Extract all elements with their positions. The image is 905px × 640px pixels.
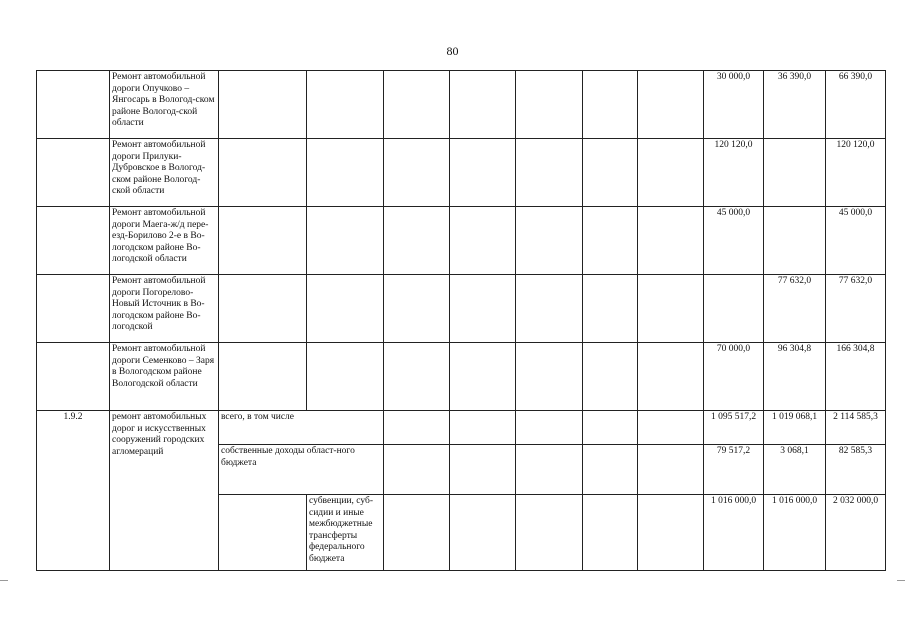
value-cell-1: 1 095 517,2 (704, 411, 764, 445)
empty-cell (516, 71, 583, 139)
value-cell-2: 1 016 000,0 (764, 495, 826, 571)
empty-cell (516, 445, 583, 495)
empty-cell (516, 411, 583, 445)
total-cell: 120 120,0 (826, 139, 886, 207)
table-row (37, 71, 886, 139)
table-row (37, 343, 886, 411)
empty-cell (450, 411, 516, 445)
row-code (37, 207, 110, 275)
value-cell-1: 70 000,0 (704, 343, 764, 411)
row-source (219, 71, 307, 139)
empty-cell (516, 139, 583, 207)
total-cell: 82 585,3 (826, 445, 886, 495)
empty-cell (516, 343, 583, 411)
empty-cell (638, 71, 704, 139)
value-cell-1: 1 016 000,0 (704, 495, 764, 571)
empty-cell (384, 445, 450, 495)
item-code: 1.9.2 (37, 411, 110, 571)
row-code (37, 139, 110, 207)
empty-cell (450, 445, 516, 495)
empty-cell (307, 139, 384, 207)
total-cell: 77 632,0 (826, 275, 886, 343)
empty-cell (638, 207, 704, 275)
empty-cell (638, 495, 704, 571)
empty-cell (384, 207, 450, 275)
row-source (219, 343, 307, 411)
value-cell-2 (764, 207, 826, 275)
empty-cell (450, 139, 516, 207)
table-row (37, 411, 886, 445)
value-cell-1: 45 000,0 (704, 207, 764, 275)
empty-cell (583, 71, 638, 139)
row-source (219, 207, 307, 275)
row-name: Ремонт автомобильной дороги Опучково – Янгосарь в Вологод-ском районе Вологод-ской области (110, 71, 219, 139)
empty-cell (583, 411, 638, 445)
empty-cell (219, 495, 307, 571)
table-row (37, 207, 886, 275)
empty-cell (638, 343, 704, 411)
empty-cell (450, 343, 516, 411)
empty-cell (583, 445, 638, 495)
funding-source: собственные доходы област-ного бюджета (219, 445, 384, 495)
empty-cell (450, 71, 516, 139)
total-cell: 2 032 000,0 (826, 495, 886, 571)
empty-cell (384, 495, 450, 571)
row-source (219, 139, 307, 207)
row-name: Ремонт автомобильной дороги Прилуки-Дубровское в Вологод-ском районе Вологод-ской области (110, 139, 219, 207)
row-name: Ремонт автомобильной дороги Семенково – Заря в Вологодском районе Вологодской области (110, 343, 219, 411)
item-name: ремонт автомобильных дорог и искусственных сооружений городских агломераций (110, 411, 219, 571)
scan-edge-mark (0, 580, 8, 581)
table-row (37, 139, 886, 207)
empty-cell (450, 275, 516, 343)
empty-cell (307, 71, 384, 139)
empty-cell (638, 275, 704, 343)
total-cell: 166 304,8 (826, 343, 886, 411)
value-cell-1 (704, 275, 764, 343)
empty-cell (583, 343, 638, 411)
empty-cell (384, 411, 450, 445)
total-cell: 45 000,0 (826, 207, 886, 275)
empty-cell (583, 495, 638, 571)
funding-source: субвенции, суб-сидии и иные межбюджетные трансферты федерального бюджета (307, 495, 384, 571)
empty-cell (583, 139, 638, 207)
value-cell-1: 30 000,0 (704, 71, 764, 139)
value-cell-2: 36 390,0 (764, 71, 826, 139)
empty-cell (384, 139, 450, 207)
empty-cell (516, 275, 583, 343)
row-name: Ремонт автомобильной дороги Маега-ж/д пере-езд-Борилово 2-е в Во-логодском районе Во-логодской области (110, 207, 219, 275)
total-cell: 66 390,0 (826, 71, 886, 139)
value-cell-2: 3 068,1 (764, 445, 826, 495)
empty-cell (384, 275, 450, 343)
empty-cell (450, 495, 516, 571)
page-number: 80 (446, 44, 459, 58)
empty-cell (583, 207, 638, 275)
empty-cell (307, 275, 384, 343)
empty-cell (307, 207, 384, 275)
empty-cell (638, 139, 704, 207)
funding-source: всего, в том числе (219, 411, 384, 445)
value-cell-2: 1 019 068,1 (764, 411, 826, 445)
row-code (37, 343, 110, 411)
empty-cell (638, 445, 704, 495)
empty-cell (638, 411, 704, 445)
total-cell: 2 114 585,3 (826, 411, 886, 445)
value-cell-2: 77 632,0 (764, 275, 826, 343)
value-cell-1: 120 120,0 (704, 139, 764, 207)
row-source (219, 275, 307, 343)
empty-cell (583, 275, 638, 343)
table-row (37, 275, 886, 343)
empty-cell (384, 343, 450, 411)
value-cell-2: 96 304,8 (764, 343, 826, 411)
empty-cell (307, 343, 384, 411)
row-code (37, 71, 110, 139)
value-cell-2 (764, 139, 826, 207)
row-name: Ремонт автомобильной дороги Погорелово-Новый Источник в Во-логодском районе Во-логодской (110, 275, 219, 343)
scan-edge-mark (897, 580, 905, 581)
empty-cell (516, 495, 583, 571)
row-code (37, 275, 110, 343)
value-cell-1: 79 517,2 (704, 445, 764, 495)
empty-cell (516, 207, 583, 275)
empty-cell (450, 207, 516, 275)
budget-table (36, 70, 886, 571)
empty-cell (384, 71, 450, 139)
